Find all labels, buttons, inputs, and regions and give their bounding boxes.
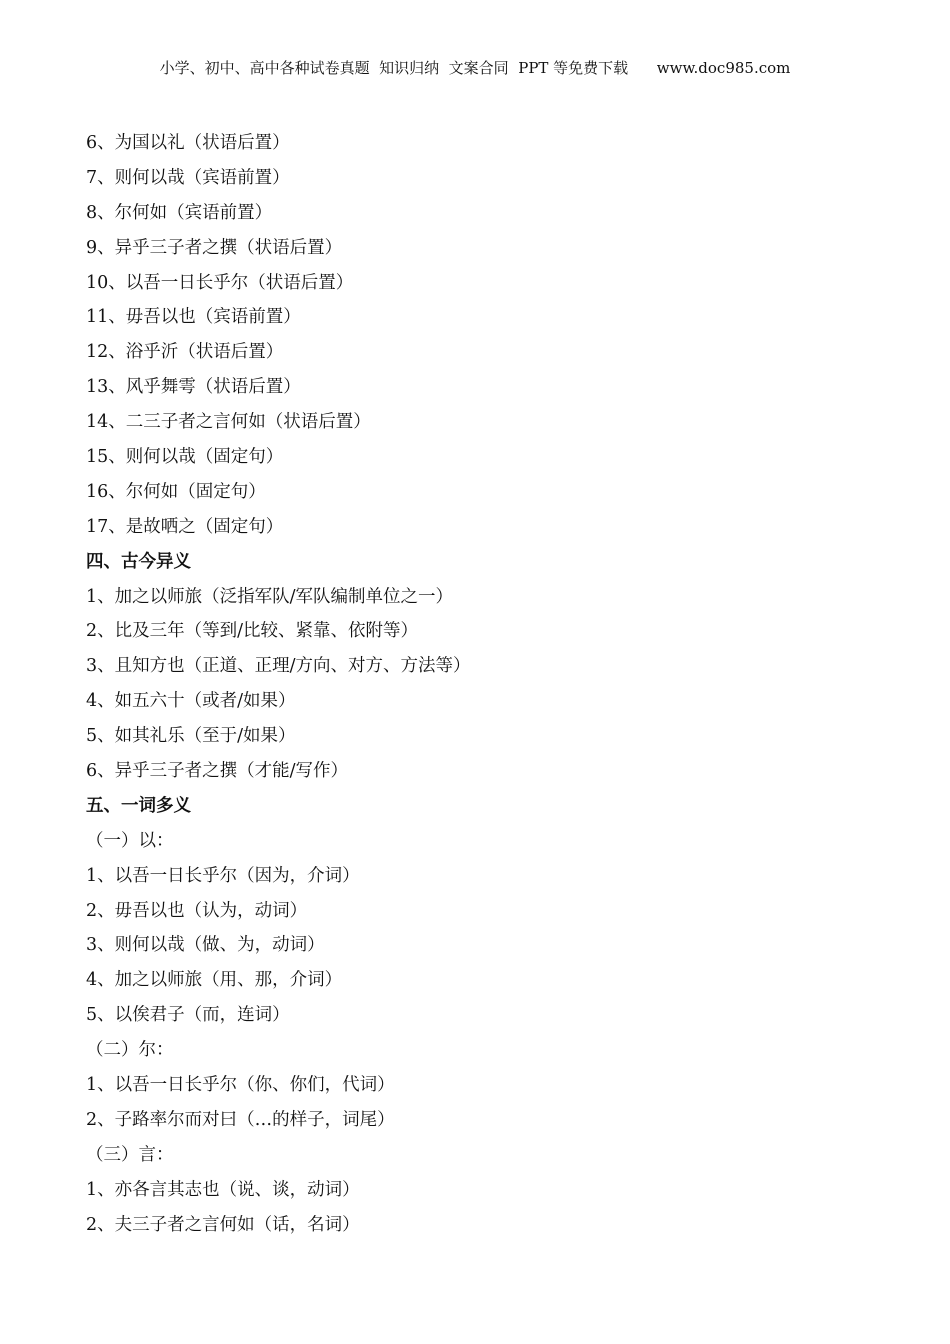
list-item: 4、如五六十（或者/如果） <box>86 691 296 712</box>
list-item: 15、则何以哉（固定句） <box>86 447 284 468</box>
subsection-label: （二）尔： <box>86 1040 174 1061</box>
list-item: 3、则何以哉（做、为，动词） <box>86 935 325 956</box>
list-item: 1、加之以师旅（泛指军队/军队编制单位之一） <box>86 586 454 607</box>
list-item: 10、以吾一日长乎尔（状语后置） <box>86 272 354 293</box>
list-item: 6、异乎三子者之撰（才能/写作） <box>86 761 349 782</box>
list-item: 3、且知方也（正道、正理/方向、对方、方法等） <box>86 656 471 677</box>
list-item: 8、尔何如（宾语前置） <box>86 202 273 223</box>
section-heading: 四、古今异义 <box>86 551 191 572</box>
list-item: 1、以吾一日长乎尔（因为，介词） <box>86 865 360 886</box>
list-item: 17、是故哂之（固定句） <box>86 516 284 537</box>
list-item: 13、风乎舞雩（状语后置） <box>86 377 301 398</box>
list-item: 1、亦各言其志也（说、谈，动词） <box>86 1179 360 1200</box>
page-header: 小学、初中、高中各种试卷真题 知识归纳 文案合同 PPT 等免费下载 www.doc985.com <box>159 59 791 77</box>
section-heading: 五、一词多义 <box>86 795 191 816</box>
list-item: 4、加之以师旅（用、那，介词） <box>86 970 343 991</box>
subsection-label: （一）以： <box>86 830 174 851</box>
list-item: 12、浴乎沂（状语后置） <box>86 342 284 363</box>
list-item: 7、则何以哉（宾语前置） <box>86 167 290 188</box>
list-item: 5、以俟君子（而，连词） <box>86 1005 290 1026</box>
list-item: 9、异乎三子者之撰（状语后置） <box>86 237 343 258</box>
list-item: 2、毋吾以也（认为，动词） <box>86 900 308 921</box>
list-item: 6、为国以礼（状语后置） <box>86 133 290 153</box>
list-item: 1、以吾一日长乎尔（你、你们，代词） <box>86 1075 395 1096</box>
list-item: 11、毋吾以也（宾语前置） <box>86 307 301 328</box>
list-item: 5、如其礼乐（至于/如果） <box>86 726 296 747</box>
list-item: 2、子路率尔而对曰（…的样子，词尾） <box>86 1109 395 1130</box>
document-body <box>86 129 886 1246</box>
list-item: 14、二三子者之言何如（状语后置） <box>86 412 371 433</box>
list-item: 2、比及三年（等到/比较、紧靠、依附等） <box>86 621 419 642</box>
list-item: 2、夫三子者之言何如（话，名词） <box>86 1214 360 1235</box>
list-item: 16、尔何如（固定句） <box>86 481 266 502</box>
subsection-label: （三）言： <box>86 1144 174 1165</box>
